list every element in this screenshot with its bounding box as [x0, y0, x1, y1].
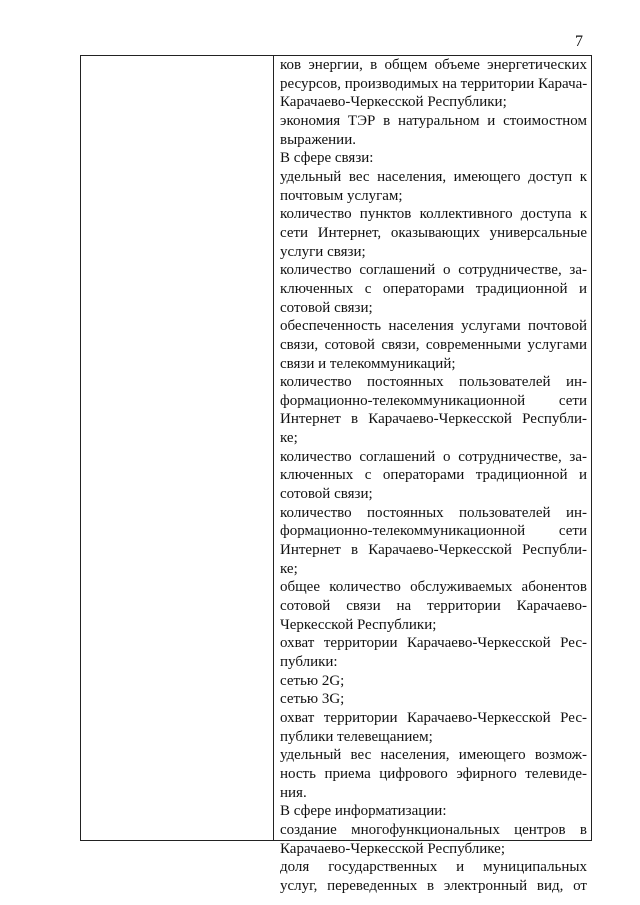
text-line: В сфере информатизации: [280, 803, 447, 820]
text-line: общее количество обслуживаемых абонентов [280, 579, 587, 596]
text-line: связи и телекоммуникаций; [280, 355, 456, 372]
text-line: ке; [280, 560, 298, 577]
text-line: сотовой связи на территории Карачаево- [280, 598, 587, 615]
text-line: ния. [280, 784, 307, 801]
text-line: удельный вес населения, имеющего возмож- [280, 747, 587, 764]
text-line: связи, сотовой связи, современными услугами [280, 336, 587, 353]
text-line: охват территории Карачаево-Черкесской Рес- [280, 709, 587, 726]
text-line: доля государственных и муниципальных [280, 859, 587, 876]
text-line: обеспеченность населения услугами почтовой [280, 318, 587, 335]
text-line: количество соглашений о сотрудничестве, за- [280, 448, 587, 465]
text-line: охват территории Карачаево-Черкесской Рес- [280, 635, 587, 652]
text-line: сетью 2G; [280, 672, 345, 689]
text-line: удельный вес населения, имеющего доступ к [280, 168, 587, 185]
text-line: почтовым услугам; [280, 187, 403, 204]
page-number: 7 [575, 33, 583, 50]
text-line: количество постоянных пользователей ин- [280, 504, 587, 521]
text-line: ке; [280, 430, 298, 447]
text-line: Карачаево-Черкесской Республики; [280, 94, 507, 111]
text-line: публики: [280, 654, 338, 670]
table-right-cell [274, 56, 591, 894]
text-line: услуги связи; [280, 243, 366, 260]
text-line: количество постоянных пользователей ин- [280, 374, 587, 391]
text-line: Интернет в Карачаево-Черкесской Республи- [280, 411, 587, 428]
text-line: выражении. [280, 131, 356, 148]
text-line: экономия ТЭР в натуральном и стоимостном [280, 112, 587, 129]
text-line: Интернет в Карачаево-Черкесской Республи- [280, 542, 587, 559]
text-line: количество пунктов коллективного доступа к [280, 206, 587, 223]
text-line: формационно-телекоммуникационной сети [280, 392, 587, 409]
text-line: ключенных с операторами традиционной и [280, 467, 587, 484]
text-line: ключенных с операторами традиционной и [280, 280, 587, 297]
text-line: услуг, переведенных в электронный вид, от [280, 877, 587, 894]
text-line: сотовой связи; [280, 486, 373, 503]
text-line: сотовой связи; [280, 299, 373, 316]
text-line: ков энергии, в общем объеме энергетических [280, 57, 587, 73]
text-line: сетью 3G; [280, 691, 345, 708]
text-line: сети Интернет, оказывающих универсальные [280, 224, 587, 241]
text-line: ность приема цифрового эфирного телевиде- [280, 765, 587, 782]
text-line: В сфере связи: [280, 150, 374, 167]
indicator-table [80, 55, 592, 894]
text-line: ресурсов, производимых на территории Карача- [280, 75, 588, 92]
text-line: количество соглашений о сотрудничестве, за- [280, 262, 587, 279]
text-line: Карачаево-Черкесской Республике; [280, 840, 505, 857]
text-line: создание многофункциональных центров в [280, 821, 587, 838]
text-line: формационно-телекоммуникационной сети [280, 523, 587, 540]
text-line: публики телевещанием; [280, 728, 433, 745]
text-line: Черкесской Республики; [280, 616, 437, 633]
